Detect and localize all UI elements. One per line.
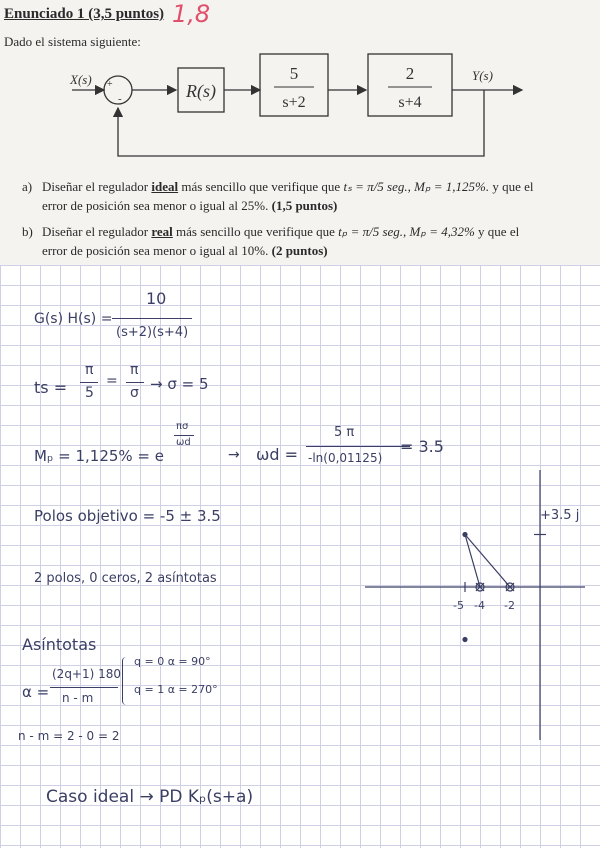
asymptotes-title: Asíntotas	[22, 635, 97, 654]
wd-numerator: 5 π	[334, 425, 355, 440]
question-b-formula: tₚ = π/5 seg., Mₚ = 4,32%	[338, 224, 475, 239]
ts-result: → σ = 5	[150, 375, 209, 393]
output-label: Y(s)	[472, 68, 493, 83]
ts-lhs: ts =	[34, 378, 68, 397]
question-a-formula: tₛ = π/5 seg., Mₚ = 1,125%.	[343, 179, 490, 194]
mp-exp-bar	[174, 435, 194, 436]
input-label: X(s)	[70, 72, 92, 87]
poles-zeros-count: 2 polos, 0 ceros, 2 asíntotas	[34, 571, 217, 586]
question-a-label: a)	[22, 179, 33, 194]
angle-line-2	[465, 535, 510, 588]
question-b: b) Diseñar el regulador real más sencillo que verifique que tₚ = π/5 seg., Mₚ = 4,32% y que el error de posición sea menor o igual al 10%. (2 puntos)	[22, 224, 520, 258]
asym-q0: q = 0 α = 90°	[134, 655, 211, 668]
ts-den2: σ	[130, 385, 139, 401]
plus-sign: +	[107, 79, 113, 90]
n-minus-m: n - m = 2 - 0 = 2	[18, 729, 120, 743]
mp-exp-den: ωd	[176, 437, 191, 448]
question-b-emphasis: real	[151, 224, 173, 239]
asym-denominator: n - m	[62, 691, 94, 705]
tick-label-minus4: -4	[474, 599, 485, 612]
asym-q1: q = 1 α = 270°	[134, 683, 218, 696]
exam-statement	[0, 0, 600, 265]
question-a: a) Diseñar el regulador ideal más sencillo que verifique que tₛ = π/5 seg., Mₚ = 1,125%. y que el error de posición sea menor o igual al 25%. (1,5 puntos)	[22, 179, 534, 213]
question-b-points: (2 puntos)	[271, 243, 328, 258]
exam-title: Enunciado 1 (3,5 puntos)	[4, 6, 165, 22]
ts-bar2	[126, 382, 144, 383]
mp-lhs: Mₚ = 1,125% = e	[34, 447, 164, 465]
handwritten-notes	[0, 265, 600, 848]
grade-mark: 1,8	[172, 0, 211, 28]
block-diagram	[0, 44, 600, 166]
regulator-label: R(s)	[186, 81, 216, 101]
ts-equals: =	[106, 373, 118, 389]
imag-axis-label: +3.5 j	[540, 508, 580, 523]
gh-numerator: 10	[146, 289, 167, 308]
question-a-points: (1,5 puntos)	[271, 198, 338, 213]
tick-label-minus5: -5	[453, 599, 464, 612]
target-pole-lower	[463, 638, 467, 642]
gh-fraction-bar	[112, 318, 192, 319]
gh-denominator: (s+2)(s+4)	[116, 325, 189, 340]
block2-denominator: s+4	[398, 94, 422, 111]
ts-num2: π	[130, 362, 139, 378]
question-b-label: b)	[22, 224, 33, 239]
wd-denominator: -ln(0,01125)	[308, 451, 383, 465]
minus-sign: -	[118, 93, 122, 105]
root-locus-sketch	[360, 465, 590, 745]
asym-numerator: (2q+1) 180	[52, 667, 122, 681]
ideal-case: Caso ideal → PD Kₚ(s+a)	[46, 787, 254, 807]
mp-arrow: →	[228, 447, 240, 463]
question-a-emphasis: ideal	[151, 179, 179, 194]
asym-brace	[122, 657, 131, 705]
ts-num1: π	[85, 362, 94, 378]
asym-bar	[50, 687, 118, 688]
block2-numerator: 2	[405, 64, 415, 83]
target-poles: Polos objetivo = -5 ± 3.5	[34, 507, 221, 525]
gh-label: G(s) H(s) =	[34, 311, 113, 327]
wd-result: = 3.5	[400, 437, 444, 456]
wd-bar	[306, 446, 410, 447]
ts-den1: 5	[85, 385, 94, 401]
mp-exp-num: πσ	[176, 421, 189, 432]
tick-label-minus2: -2	[504, 599, 515, 612]
block1-numerator: 5	[289, 64, 299, 83]
asym-alpha: α =	[22, 683, 50, 701]
ts-bar1	[80, 382, 98, 383]
wd-lhs: ωd =	[256, 445, 299, 464]
block1-denominator: s+2	[282, 94, 306, 111]
exam-intro: Dado el sistema siguiente:	[4, 34, 141, 49]
